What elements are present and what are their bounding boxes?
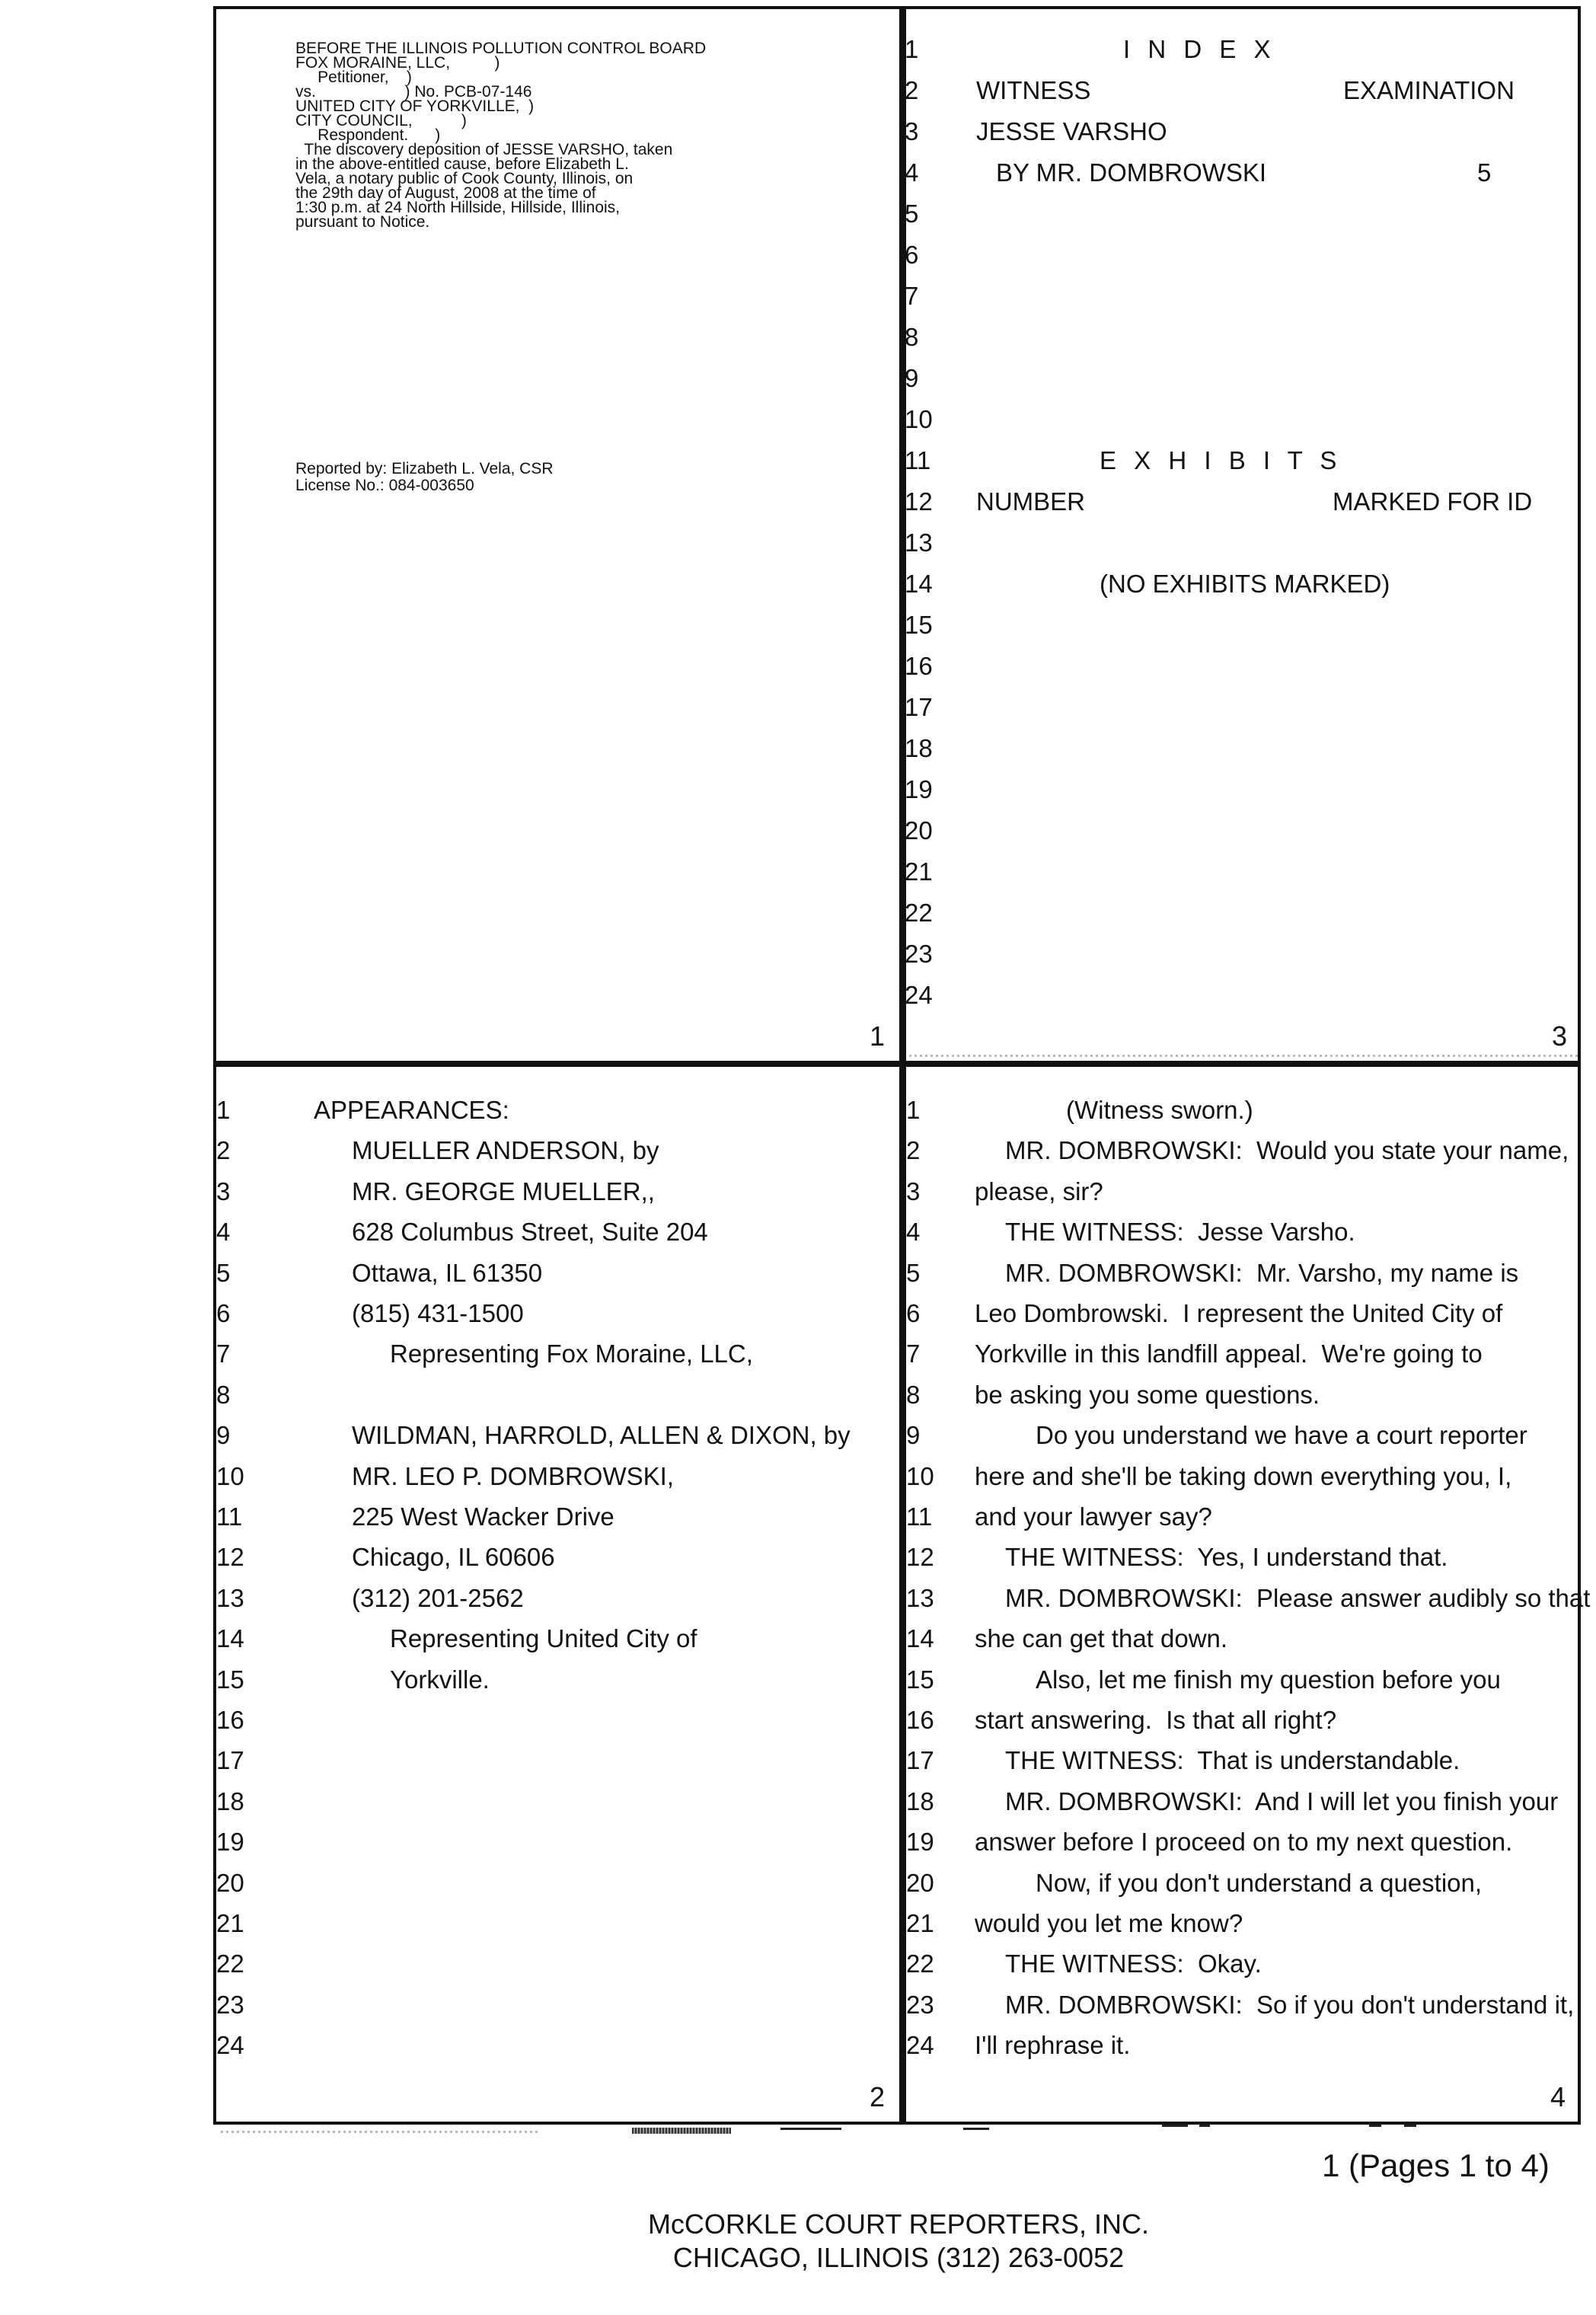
scan-noise-2: [909, 1055, 1578, 1057]
line-number: 17: [906, 1746, 934, 1775]
scan-dash-4: [1162, 2125, 1188, 2127]
line-text: Do you understand we have a court reporter: [1036, 1421, 1527, 1450]
transcript-line: [906, 1740, 1576, 1781]
line-number: 6: [906, 1299, 921, 1327]
page-number-1: 1: [870, 1020, 886, 1052]
page-number-3: 3: [1552, 1020, 1568, 1052]
transcript-line: [216, 1496, 886, 1537]
transcript-line: [216, 1985, 886, 2026]
line-number: 22: [906, 1949, 934, 1978]
caption-line: The discovery deposition of JESSE VARSHO, taken: [295, 141, 673, 158]
caption-line: in the above-entitled cause, before Elizabeth L.: [295, 155, 629, 173]
reported-by: Reported by: Elizabeth L. Vela, CSR: [295, 460, 554, 477]
line-text: and your lawyer say?: [975, 1502, 1212, 1531]
line-number: 9: [906, 1421, 921, 1450]
line-text: MR. DOMBROWSKI: So if you don't understand it,: [1005, 1990, 1575, 2019]
line-number: 10: [906, 1461, 934, 1490]
transcript-line: [216, 1578, 886, 1619]
line-number: 15: [216, 1665, 244, 1694]
transcript-line: [906, 1781, 1576, 1822]
line-number: 12: [906, 1543, 934, 1572]
page-3-index: [906, 9, 1578, 1061]
line-number: 7: [905, 282, 919, 310]
line-number: 13: [906, 1583, 934, 1612]
index-title: I N D E X: [1123, 35, 1276, 63]
line-number: 11: [906, 1502, 933, 1531]
transcript-line: [906, 1537, 1576, 1578]
caption-line: UNITED CITY OF YORKVILLE, ): [295, 97, 535, 115]
line-number: 14: [905, 570, 933, 598]
line-number: 15: [906, 1665, 934, 1694]
transcript-line: [216, 1537, 886, 1578]
transcript-line: [906, 1863, 1576, 1904]
transcript-line: [906, 1333, 1576, 1375]
line-number: 13: [905, 528, 933, 557]
line-number: 9: [216, 1421, 231, 1450]
line-number: 10: [905, 405, 933, 433]
line-number: 2: [216, 1136, 231, 1165]
caption-line: FOX MORAINE, LLC, ): [295, 54, 500, 72]
transcript-line: [906, 1090, 1576, 1131]
page-number-4: 4: [1550, 2081, 1566, 2112]
line-text: (815) 431-1500: [352, 1299, 524, 1327]
index-witness-name: JESSE VARSHO: [976, 117, 1167, 145]
line-number: 2: [905, 76, 919, 104]
line-number: 22: [905, 899, 933, 927]
frame-middle-divider: [213, 1061, 1581, 1067]
transcript-line: [906, 1130, 1576, 1171]
index-col-witness: WITNESS: [976, 76, 1091, 104]
transcript-line: [906, 1618, 1576, 1659]
transcript-line: [906, 2025, 1576, 2066]
transcript-line: [906, 1985, 1576, 2026]
line-text: Chicago, IL 60606: [352, 1543, 555, 1572]
line-text: she can get that down.: [975, 1624, 1228, 1653]
transcript-line: [906, 1578, 1591, 1619]
line-text: Yorkville in this landfill appeal. We're going to: [975, 1340, 1483, 1368]
scan-dash-1: [632, 2128, 731, 2134]
line-text: THE WITNESS: Jesse Varsho.: [1005, 1218, 1355, 1247]
index-col-examination: EXAMINATION: [1343, 76, 1515, 104]
line-number: 10: [216, 1461, 244, 1490]
line-text: MR. DOMBROWSKI: Mr. Varsho, my name is: [1005, 1258, 1519, 1287]
transcript-line: [906, 1822, 1576, 1863]
line-number: 5: [906, 1258, 921, 1287]
line-text: 225 West Wacker Drive: [352, 1502, 614, 1531]
line-text: THE WITNESS: Yes, I understand that.: [1005, 1543, 1448, 1572]
caption-line: Respondent. ): [295, 126, 441, 144]
line-number: 17: [905, 693, 933, 721]
line-text: MUELLER ANDERSON, by: [352, 1136, 659, 1165]
line-number: 24: [905, 981, 933, 1009]
line-number: 16: [905, 652, 933, 680]
line-number: 15: [905, 611, 933, 639]
line-number: 12: [216, 1543, 244, 1572]
line-number: 4: [905, 158, 919, 187]
transcript-line: [906, 1171, 1576, 1212]
caption-line: pursuant to Notice.: [295, 213, 430, 231]
line-number: 24: [216, 2031, 244, 2060]
transcript-line: [216, 1822, 886, 1863]
license-number: License No.: 084-003650: [295, 477, 474, 494]
line-number: 8: [905, 323, 919, 351]
page-2-appearances: [216, 1067, 899, 2122]
caption-line: 1:30 p.m. at 24 North Hillside, Hillside, Illinois,: [295, 199, 621, 216]
line-number: 11: [905, 446, 931, 474]
line-number: 8: [906, 1380, 921, 1409]
exhibits-col-marked: MARKED FOR ID: [1333, 487, 1533, 516]
transcript-line: [906, 1496, 1576, 1537]
exhibits-col-number: NUMBER: [976, 487, 1086, 516]
line-number: 6: [216, 1299, 231, 1327]
line-number: 1: [906, 1096, 921, 1124]
line-number: 23: [216, 1990, 244, 2019]
line-text: please, sir?: [975, 1177, 1103, 1205]
line-text: THE WITNESS: That is understandable.: [1005, 1746, 1460, 1775]
transcript-line: [216, 1415, 886, 1456]
line-text: Now, if you don't understand a question,: [1036, 1868, 1483, 1897]
caption-line: the 29th day of August, 2008 at the time of: [295, 184, 596, 202]
transcript-line: [216, 1700, 886, 1741]
line-number: 20: [906, 1868, 934, 1897]
line-number: 23: [905, 940, 933, 968]
line-number: 4: [216, 1218, 231, 1247]
page-1-caption: [216, 9, 899, 1061]
line-text: answer before I proceed on to my next question.: [975, 1828, 1513, 1857]
transcript-line: [906, 1659, 1576, 1700]
line-number: 11: [216, 1502, 243, 1531]
transcript-line: [906, 1415, 1576, 1456]
reporter-address: CHICAGO, ILLINOIS (312) 263-0052: [672, 2242, 1125, 2273]
index-examined-by: BY MR. DOMBROWSKI: [996, 158, 1267, 187]
line-text: MR. DOMBROWSKI: Would you state your name,: [1005, 1136, 1569, 1165]
line-text: WILDMAN, HARROLD, ALLEN & DIXON, by: [352, 1421, 851, 1450]
line-number: 7: [216, 1340, 231, 1368]
transcript-line: [216, 1130, 886, 1171]
transcript-line: [216, 1456, 886, 1497]
line-number: 18: [905, 734, 933, 762]
scan-dash-7: [1404, 2125, 1416, 2127]
transcript-line: [216, 2025, 886, 2066]
line-text: I'll rephrase it.: [975, 2031, 1131, 2060]
caption-text-block: [295, 41, 706, 229]
transcript-line: [216, 1293, 886, 1334]
line-number: 18: [216, 1787, 244, 1815]
pages-range-label: 1 (Pages 1 to 4): [1322, 2147, 1550, 2183]
line-number: 20: [216, 1868, 244, 1897]
transcript-line: [906, 1943, 1576, 1985]
transcript-line: [216, 1781, 886, 1822]
line-number: 9: [905, 364, 919, 392]
line-number: 3: [906, 1177, 921, 1205]
line-number: 19: [905, 775, 933, 803]
line-number: 14: [216, 1624, 244, 1653]
line-number: 20: [905, 816, 933, 845]
page-number-2: 2: [870, 2081, 886, 2112]
line-text: (Witness sworn.): [1066, 1096, 1253, 1124]
caption-line: CITY COUNCIL, ): [295, 112, 467, 129]
line-number: 5: [905, 200, 919, 228]
line-number: 13: [216, 1583, 244, 1612]
line-number: 16: [216, 1706, 244, 1734]
scan-dash-2: [780, 2128, 841, 2130]
line-number: 19: [216, 1828, 244, 1857]
transcript-line: [906, 1903, 1576, 1944]
line-number: 2: [906, 1136, 921, 1165]
transcript-line: [216, 1171, 886, 1212]
line-number: 12: [905, 487, 933, 516]
line-text: Also, let me finish my question before you: [1036, 1665, 1501, 1694]
line-text: Representing United City of: [390, 1624, 697, 1653]
line-number: 3: [905, 117, 919, 145]
line-text: start answering. Is that all right?: [975, 1706, 1337, 1734]
line-number: 1: [905, 35, 919, 63]
transcript-line: [216, 1090, 886, 1131]
scan-dash-3: [963, 2128, 989, 2130]
scan-dash-5: [1199, 2125, 1210, 2127]
line-text: Representing Fox Moraine, LLC,: [390, 1340, 753, 1368]
line-number: 21: [216, 1909, 244, 1937]
line-number: 3: [216, 1177, 231, 1205]
line-text: be asking you some questions.: [975, 1380, 1320, 1409]
page-4-testimony: [906, 1067, 1591, 2122]
no-exhibits-note: (NO EXHIBITS MARKED): [1100, 570, 1390, 598]
line-text: (312) 201-2562: [352, 1583, 524, 1612]
transcript-line: [216, 1903, 886, 1944]
transcript-line: [906, 1456, 1576, 1497]
line-text: MR. GEORGE MUELLER,,: [352, 1177, 655, 1205]
line-number: 1: [216, 1096, 231, 1124]
line-text: here and she'll be taking down everything you, I,: [975, 1461, 1512, 1490]
transcript-line: [216, 1253, 886, 1294]
transcript-line: [906, 1375, 1576, 1416]
line-text: APPEARANCES:: [314, 1096, 509, 1124]
line-text: MR. DOMBROWSKI: And I will let you finish your: [1005, 1787, 1559, 1815]
transcript-line: [906, 1212, 1576, 1253]
line-number: 21: [905, 857, 933, 886]
line-number: 17: [216, 1746, 244, 1775]
caption-line: Petitioner, ): [295, 69, 412, 86]
line-number: 6: [905, 241, 919, 269]
line-number: 8: [216, 1380, 231, 1409]
caption-line: BEFORE THE ILLINOIS POLLUTION CONTROL BOARD: [295, 40, 707, 57]
line-text: would you let me know?: [975, 1909, 1243, 1937]
scan-dash-6: [1369, 2125, 1381, 2127]
caption-line: vs. ) No. PCB-07-146: [295, 83, 532, 101]
transcript-line: [906, 1700, 1576, 1741]
scan-noise-1: [221, 2131, 541, 2133]
line-number: 4: [906, 1218, 921, 1247]
line-number: 23: [906, 1990, 934, 2019]
line-text: MR. LEO P. DOMBROWSKI,: [352, 1461, 674, 1490]
transcript-line: [216, 1618, 886, 1659]
transcript-line: [216, 1659, 886, 1700]
line-number: 22: [216, 1949, 244, 1978]
transcript-line: [216, 1333, 886, 1375]
transcript-line: [216, 1375, 886, 1416]
caption-line: Vela, a notary public of Cook County, Illinois, on: [295, 170, 634, 187]
reporter-company: McCORKLE COURT REPORTERS, INC.: [647, 2208, 1150, 2240]
line-number: 21: [906, 1909, 934, 1937]
transcript-line: [906, 1293, 1576, 1334]
line-number: 19: [906, 1828, 934, 1857]
line-text: 628 Columbus Street, Suite 204: [352, 1218, 708, 1247]
exhibits-title: E X H I B I T S: [1100, 446, 1342, 474]
line-number: 16: [906, 1706, 934, 1734]
transcript-line: [216, 1863, 886, 1904]
transcript-line: [216, 1212, 886, 1253]
transcript-line: [906, 1253, 1576, 1294]
line-text: Ottawa, IL 61350: [352, 1258, 543, 1287]
line-number: 7: [906, 1340, 921, 1368]
line-text: Leo Dombrowski. I represent the United City of: [975, 1299, 1503, 1327]
line-text: THE WITNESS: Okay.: [1005, 1949, 1262, 1978]
index-exam-page: 5: [1477, 158, 1492, 187]
line-number: 18: [906, 1787, 934, 1815]
transcript-line: [216, 1740, 886, 1781]
transcript-line: [216, 1943, 886, 1985]
line-number: 14: [906, 1624, 934, 1653]
line-number: 24: [906, 2031, 934, 2060]
line-text: MR. DOMBROWSKI: Please answer audibly so that: [1005, 1583, 1591, 1612]
line-text: Yorkville.: [390, 1665, 490, 1694]
line-number: 5: [216, 1258, 231, 1287]
